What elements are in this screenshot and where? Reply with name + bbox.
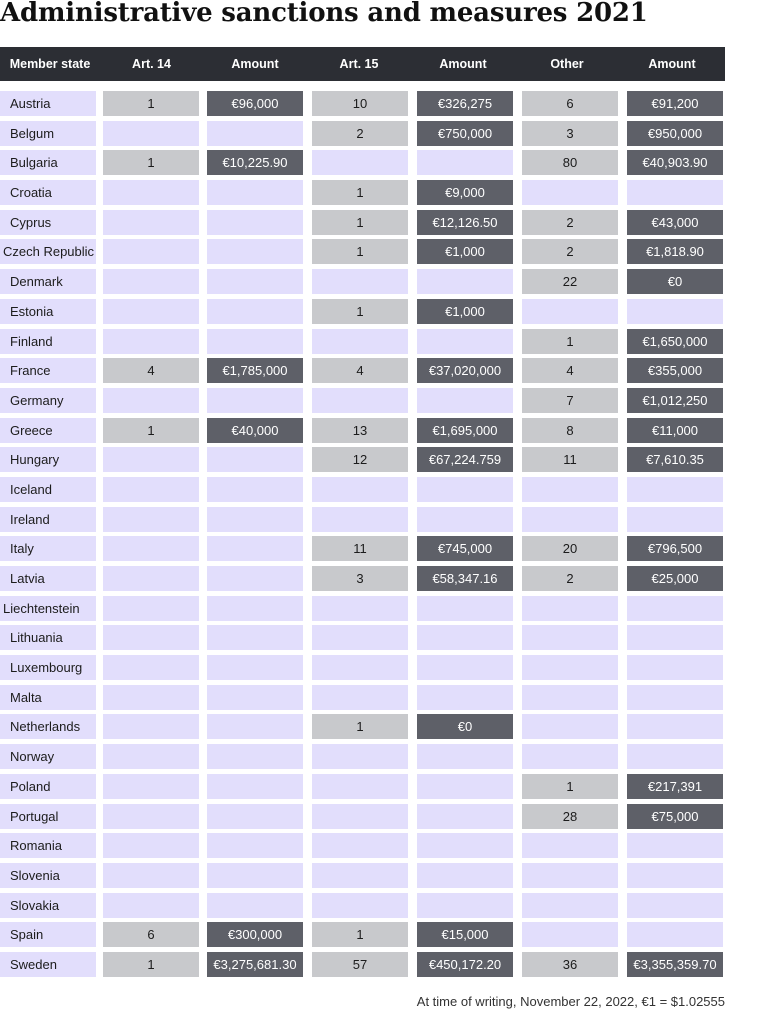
other-count-cell xyxy=(522,893,618,918)
art14-count-cell xyxy=(103,180,199,205)
art15-amount-cell: €9,000 xyxy=(417,180,513,205)
art14-amount-cell xyxy=(207,566,303,591)
other-count-cell xyxy=(522,180,618,205)
art15-amount-cell: €1,695,000 xyxy=(417,418,513,443)
member-state-cell: Iceland xyxy=(0,477,96,502)
art14-amount-cell xyxy=(207,180,303,205)
member-state-cell: Latvia xyxy=(0,566,96,591)
other-amount-cell xyxy=(627,299,723,324)
other-count-cell xyxy=(522,655,618,680)
art15-amount-cell xyxy=(417,269,513,294)
art14-count-cell: 6 xyxy=(103,922,199,947)
other-amount-cell: €91,200 xyxy=(627,91,723,116)
art14-amount-cell xyxy=(207,596,303,621)
art15-amount-cell xyxy=(417,774,513,799)
art14-amount-cell: €3,275,681.30 xyxy=(207,952,303,977)
art14-amount-cell: €96,000 xyxy=(207,91,303,116)
member-state-cell: Netherlands xyxy=(0,714,96,739)
other-amount-cell: €40,903.90 xyxy=(627,150,723,175)
table-row xyxy=(0,744,725,769)
member-state-cell: Poland xyxy=(0,774,96,799)
art15-amount-cell: €1,000 xyxy=(417,239,513,264)
other-count-cell: 2 xyxy=(522,566,618,591)
other-count-cell xyxy=(522,744,618,769)
table-row xyxy=(0,625,725,650)
art14-count-cell xyxy=(103,566,199,591)
member-state-cell: Estonia xyxy=(0,299,96,324)
other-amount-cell xyxy=(627,863,723,888)
table-body xyxy=(0,91,725,982)
art15-amount-cell xyxy=(417,804,513,829)
table-row xyxy=(0,774,725,799)
art14-count-cell xyxy=(103,477,199,502)
art14-amount-cell xyxy=(207,893,303,918)
member-state-cell: Germany xyxy=(0,388,96,413)
other-amount-cell: €7,610.35 xyxy=(627,447,723,472)
other-count-cell xyxy=(522,833,618,858)
other-amount-cell: €217,391 xyxy=(627,774,723,799)
art15-count-cell: 4 xyxy=(312,358,408,383)
art14-amount-cell xyxy=(207,714,303,739)
table-row xyxy=(0,655,725,680)
art14-count-cell xyxy=(103,744,199,769)
member-state-cell: Ireland xyxy=(0,507,96,532)
other-amount-cell xyxy=(627,655,723,680)
table-row xyxy=(0,150,725,175)
art14-count-cell: 4 xyxy=(103,358,199,383)
other-amount-cell xyxy=(627,744,723,769)
table-row xyxy=(0,121,725,146)
other-count-cell: 22 xyxy=(522,269,618,294)
member-state-cell: Luxembourg xyxy=(0,655,96,680)
table-row xyxy=(0,418,725,443)
other-count-cell xyxy=(522,863,618,888)
art15-count-cell xyxy=(312,655,408,680)
art15-amount-cell: €58,347.16 xyxy=(417,566,513,591)
art15-amount-cell: €745,000 xyxy=(417,536,513,561)
member-state-cell: Lithuania xyxy=(0,625,96,650)
other-amount-cell: €796,500 xyxy=(627,536,723,561)
footnote: At time of writing, November 22, 2022, €1 = $1.02555 xyxy=(416,994,725,1009)
table-row xyxy=(0,714,725,739)
art14-amount-cell xyxy=(207,477,303,502)
art15-amount-cell xyxy=(417,893,513,918)
table-row xyxy=(0,922,725,947)
other-amount-cell: €3,355,359.70 xyxy=(627,952,723,977)
art14-count-cell xyxy=(103,714,199,739)
art14-amount-cell xyxy=(207,388,303,413)
header-other-amount: Amount xyxy=(648,57,696,71)
art15-amount-cell: €0 xyxy=(417,714,513,739)
art15-amount-cell: €326,275 xyxy=(417,91,513,116)
member-state-cell: Austria xyxy=(0,91,96,116)
art14-count-cell: 1 xyxy=(103,418,199,443)
table-row xyxy=(0,477,725,502)
art14-amount-cell xyxy=(207,239,303,264)
member-state-cell: Slovakia xyxy=(0,893,96,918)
table-row xyxy=(0,893,725,918)
member-state-cell: Cyprus xyxy=(0,210,96,235)
other-amount-cell: €75,000 xyxy=(627,804,723,829)
art14-amount-cell xyxy=(207,655,303,680)
art14-amount-cell xyxy=(207,744,303,769)
other-count-cell xyxy=(522,714,618,739)
table-row xyxy=(0,358,725,383)
art14-count-cell xyxy=(103,269,199,294)
member-state-cell: Italy xyxy=(0,536,96,561)
member-state-cell: Liechtenstein xyxy=(0,596,96,621)
art15-count-cell: 1 xyxy=(312,180,408,205)
art14-amount-cell: €300,000 xyxy=(207,922,303,947)
art15-amount-cell xyxy=(417,507,513,532)
member-state-cell: Romania xyxy=(0,833,96,858)
art15-amount-cell xyxy=(417,625,513,650)
art14-count-cell xyxy=(103,804,199,829)
art14-count-cell xyxy=(103,685,199,710)
art15-count-cell: 57 xyxy=(312,952,408,977)
table-row xyxy=(0,91,725,116)
member-state-cell: Denmark xyxy=(0,269,96,294)
art14-amount-cell xyxy=(207,121,303,146)
other-amount-cell xyxy=(627,685,723,710)
other-count-cell: 11 xyxy=(522,447,618,472)
art14-count-cell xyxy=(103,507,199,532)
art14-count-cell xyxy=(103,774,199,799)
other-count-cell: 6 xyxy=(522,91,618,116)
member-state-cell: Czech Republic xyxy=(0,239,96,264)
member-state-cell: Hungary xyxy=(0,447,96,472)
art15-count-cell: 1 xyxy=(312,922,408,947)
art14-amount-cell xyxy=(207,625,303,650)
art14-amount-cell xyxy=(207,507,303,532)
art15-count-cell xyxy=(312,477,408,502)
other-amount-cell xyxy=(627,596,723,621)
art15-count-cell xyxy=(312,744,408,769)
art15-count-cell xyxy=(312,625,408,650)
art15-amount-cell xyxy=(417,329,513,354)
art15-count-cell xyxy=(312,774,408,799)
header-art14: Art. 14 xyxy=(132,57,171,71)
art14-count-cell xyxy=(103,388,199,413)
other-amount-cell xyxy=(627,507,723,532)
table-row xyxy=(0,685,725,710)
header-member-state: Member state xyxy=(9,57,91,71)
other-amount-cell xyxy=(627,922,723,947)
art15-count-cell xyxy=(312,833,408,858)
table-row xyxy=(0,447,725,472)
art14-amount-cell xyxy=(207,447,303,472)
member-state-cell: Malta xyxy=(0,685,96,710)
art14-amount-cell xyxy=(207,833,303,858)
art15-amount-cell xyxy=(417,744,513,769)
other-count-cell xyxy=(522,685,618,710)
member-state-cell: Portugal xyxy=(0,804,96,829)
art15-amount-cell xyxy=(417,685,513,710)
member-state-cell: Norway xyxy=(0,744,96,769)
other-amount-cell xyxy=(627,180,723,205)
art14-count-cell xyxy=(103,863,199,888)
table-row xyxy=(0,299,725,324)
member-state-cell: Croatia xyxy=(0,180,96,205)
other-count-cell: 20 xyxy=(522,536,618,561)
other-amount-cell: €1,012,250 xyxy=(627,388,723,413)
art15-amount-cell: €12,126.50 xyxy=(417,210,513,235)
art14-amount-cell xyxy=(207,210,303,235)
art15-amount-cell: €37,020,000 xyxy=(417,358,513,383)
member-state-cell: Spain xyxy=(0,922,96,947)
other-amount-cell: €1,818.90 xyxy=(627,239,723,264)
other-amount-cell: €1,650,000 xyxy=(627,329,723,354)
art14-count-cell xyxy=(103,121,199,146)
member-state-cell: Slovenia xyxy=(0,863,96,888)
member-state-cell: Belgum xyxy=(0,121,96,146)
art15-count-cell xyxy=(312,329,408,354)
table-row xyxy=(0,269,725,294)
art15-amount-cell xyxy=(417,596,513,621)
art15-count-cell: 1 xyxy=(312,210,408,235)
other-count-cell: 2 xyxy=(522,210,618,235)
art14-count-cell: 1 xyxy=(103,952,199,977)
table-row xyxy=(0,804,725,829)
art14-amount-cell xyxy=(207,536,303,561)
art15-count-cell xyxy=(312,269,408,294)
art15-count-cell: 12 xyxy=(312,447,408,472)
other-amount-cell: €25,000 xyxy=(627,566,723,591)
art14-amount-cell xyxy=(207,299,303,324)
other-amount-cell: €950,000 xyxy=(627,121,723,146)
other-count-cell xyxy=(522,922,618,947)
other-count-cell xyxy=(522,299,618,324)
other-count-cell xyxy=(522,596,618,621)
header-art15-amount: Amount xyxy=(439,57,487,71)
art15-count-cell: 1 xyxy=(312,714,408,739)
member-state-cell: Finland xyxy=(0,329,96,354)
art15-count-cell: 13 xyxy=(312,418,408,443)
art14-amount-cell xyxy=(207,269,303,294)
other-amount-cell xyxy=(627,833,723,858)
art14-count-cell xyxy=(103,893,199,918)
member-state-cell: Greece xyxy=(0,418,96,443)
art15-amount-cell: €1,000 xyxy=(417,299,513,324)
other-count-cell xyxy=(522,625,618,650)
art15-count-cell xyxy=(312,893,408,918)
art15-count-cell xyxy=(312,685,408,710)
art15-count-cell xyxy=(312,596,408,621)
other-count-cell: 7 xyxy=(522,388,618,413)
other-amount-cell: €11,000 xyxy=(627,418,723,443)
other-count-cell: 3 xyxy=(522,121,618,146)
member-state-cell: France xyxy=(0,358,96,383)
other-count-cell: 1 xyxy=(522,774,618,799)
other-count-cell: 4 xyxy=(522,358,618,383)
other-count-cell: 2 xyxy=(522,239,618,264)
table-row xyxy=(0,329,725,354)
header-art15: Art. 15 xyxy=(339,57,379,71)
art14-amount-cell xyxy=(207,774,303,799)
table-row xyxy=(0,388,725,413)
other-count-cell xyxy=(522,507,618,532)
art15-count-cell: 1 xyxy=(312,239,408,264)
art14-count-cell xyxy=(103,210,199,235)
art15-amount-cell: €15,000 xyxy=(417,922,513,947)
art15-count-cell xyxy=(312,150,408,175)
other-amount-cell xyxy=(627,714,723,739)
other-count-cell: 8 xyxy=(522,418,618,443)
other-amount-cell xyxy=(627,893,723,918)
art14-amount-cell: €10,225.90 xyxy=(207,150,303,175)
table-row xyxy=(0,210,725,235)
art14-count-cell xyxy=(103,239,199,264)
art14-count-cell xyxy=(103,655,199,680)
art14-amount-cell: €40,000 xyxy=(207,418,303,443)
art14-count-cell xyxy=(103,447,199,472)
other-count-cell: 36 xyxy=(522,952,618,977)
art14-count-cell: 1 xyxy=(103,150,199,175)
art14-count-cell xyxy=(103,329,199,354)
art15-count-cell xyxy=(312,388,408,413)
other-count-cell: 1 xyxy=(522,329,618,354)
art15-amount-cell xyxy=(417,833,513,858)
art15-amount-cell xyxy=(417,655,513,680)
art15-count-cell xyxy=(312,507,408,532)
other-amount-cell: €0 xyxy=(627,269,723,294)
table-row xyxy=(0,566,725,591)
other-amount-cell xyxy=(627,625,723,650)
table-row xyxy=(0,833,725,858)
other-count-cell: 80 xyxy=(522,150,618,175)
table-row xyxy=(0,239,725,264)
art15-amount-cell: €450,172.20 xyxy=(417,952,513,977)
table-row xyxy=(0,180,725,205)
table-row xyxy=(0,536,725,561)
art15-count-cell xyxy=(312,863,408,888)
art14-count-cell xyxy=(103,536,199,561)
chart-title: Administrative sanctions and measures 2021 xyxy=(0,0,648,28)
art15-amount-cell xyxy=(417,863,513,888)
art15-count-cell: 3 xyxy=(312,566,408,591)
header-art14-amount: Amount xyxy=(231,57,279,71)
art14-amount-cell xyxy=(207,863,303,888)
other-amount-cell: €355,000 xyxy=(627,358,723,383)
art15-count-cell: 11 xyxy=(312,536,408,561)
table-row xyxy=(0,952,725,977)
art15-amount-cell xyxy=(417,150,513,175)
other-amount-cell xyxy=(627,477,723,502)
art15-count-cell: 2 xyxy=(312,121,408,146)
art15-amount-cell xyxy=(417,388,513,413)
art14-amount-cell: €1,785,000 xyxy=(207,358,303,383)
other-count-cell xyxy=(522,477,618,502)
art15-amount-cell: €750,000 xyxy=(417,121,513,146)
art14-amount-cell xyxy=(207,685,303,710)
art15-count-cell: 1 xyxy=(312,299,408,324)
header-other: Other xyxy=(550,57,584,71)
art14-count-cell xyxy=(103,833,199,858)
art15-count-cell: 10 xyxy=(312,91,408,116)
art14-count-cell xyxy=(103,596,199,621)
art15-amount-cell: €67,224.759 xyxy=(417,447,513,472)
table-row xyxy=(0,596,725,621)
art14-count-cell xyxy=(103,299,199,324)
member-state-cell: Sweden xyxy=(0,952,96,977)
art14-amount-cell xyxy=(207,804,303,829)
art14-count-cell xyxy=(103,625,199,650)
member-state-cell: Bulgaria xyxy=(0,150,96,175)
table-row xyxy=(0,507,725,532)
art14-count-cell: 1 xyxy=(103,91,199,116)
table-header xyxy=(0,47,725,81)
other-count-cell: 28 xyxy=(522,804,618,829)
other-amount-cell: €43,000 xyxy=(627,210,723,235)
art14-amount-cell xyxy=(207,329,303,354)
art15-amount-cell xyxy=(417,477,513,502)
art15-count-cell xyxy=(312,804,408,829)
table-row xyxy=(0,863,725,888)
